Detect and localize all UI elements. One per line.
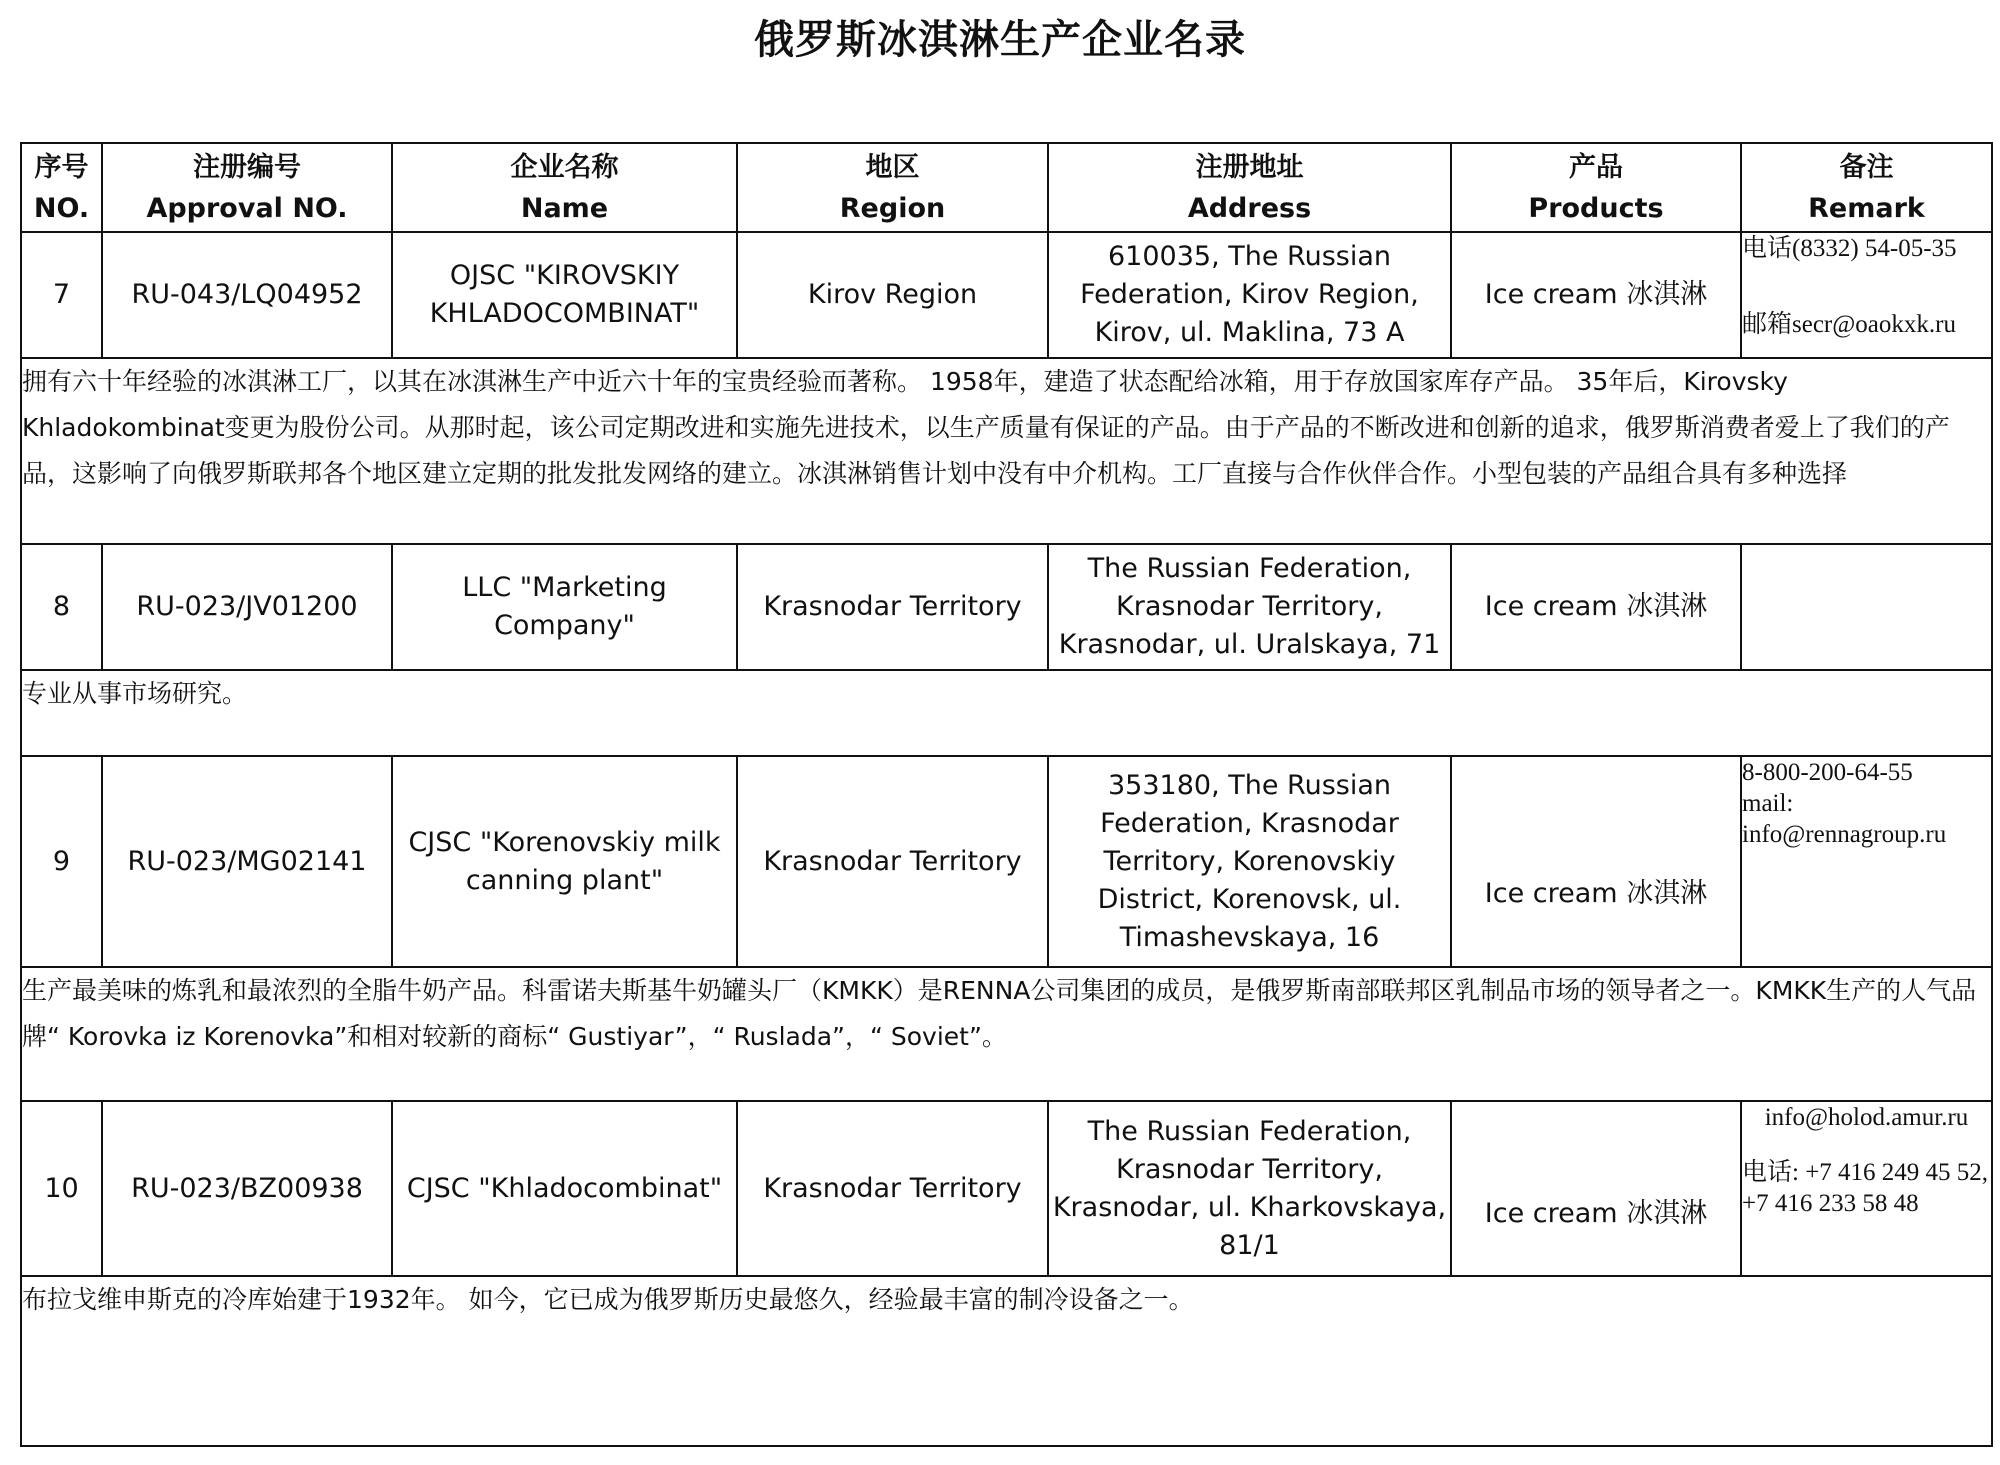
- table-row: [21, 1101, 1992, 1276]
- remark: [1741, 232, 1992, 358]
- header-remark: 备注 Remark: [1741, 143, 1992, 232]
- description-row: [21, 358, 1992, 544]
- region: Krasnodar Territory: [737, 756, 1048, 967]
- description-row: [21, 1276, 1992, 1446]
- remark-phone-2: +7 416 233 58 48: [1742, 1190, 1919, 1217]
- header-approval: 注册编号 Approval NO.: [102, 143, 392, 232]
- region: Krasnodar Territory: [737, 544, 1048, 670]
- address: The Russian Federation, Krasnodar Territory, Krasnodar, ul. Uralskaya, 71: [1048, 544, 1451, 670]
- page-title: 俄罗斯冰淇淋生产企业名录: [754, 17, 1246, 63]
- approval-number: RU-023/MG02141: [102, 756, 392, 967]
- products: Ice cream 冰淇淋: [1451, 232, 1741, 358]
- header-products: 产品 Products: [1451, 143, 1741, 232]
- products: Ice cream 冰淇淋: [1451, 1101, 1741, 1276]
- header-address: 注册地址 Address: [1048, 143, 1451, 232]
- remark: [1741, 756, 1992, 967]
- header-row: [21, 143, 1992, 232]
- header-region: 地区 Region: [737, 143, 1048, 232]
- header-name: 企业名称 Name: [392, 143, 737, 232]
- enterprise-description: 生产最美味的炼乳和最浓烈的全脂牛奶产品。科雷诺夫斯基牛奶罐头厂（KMKK）是RENNA公司集团的成员，是俄罗斯南部联邦区乳制品市场的领导者之一。KMKK生产的人气品牌“ Korovka iz Korenovka”和相对较新的商标“ Gustiyar”，“ Ruslada”，“ Soviet”。: [21, 967, 1992, 1101]
- enterprise-description: 拥有六十年经验的冰淇淋工厂，以其在冰淇淋生产中近六十年的宝贵经验而著称。 1958年，建造了状态配给冰箱，用于存放国家库存产品。 35年后，Kirovsky Khladokombinat变更为股份公司。从那时起，该公司定期改进和实施先进技术，以生产质量有保证的产品。由于产品的不断改进和创新的追求，俄罗斯消费者爱上了我们的产品，这影响了向俄罗斯联邦各个地区建立定期的批发批发网络的建立。冰淇淋销售计划中没有中介机构。工厂直接与合作伙伴合作。小型包装的产品组合具有多种选择: [21, 358, 1992, 544]
- row-no: 10: [21, 1101, 102, 1276]
- enterprise-name: CJSC "Khladocombinat": [392, 1101, 737, 1276]
- row-no: 8: [21, 544, 102, 670]
- enterprise-name: LLC "Marketing Company": [392, 544, 737, 670]
- enterprise-name: OJSC "KIROVSKIY KHLADOCOMBINAT": [392, 232, 737, 358]
- description-row: [21, 967, 1992, 1101]
- address: 353180, The Russian Federation, Krasnodar Territory, Korenovskiy District, Korenovsk, ul. Timashevskaya, 16: [1048, 756, 1451, 967]
- approval-number: RU-023/JV01200: [102, 544, 392, 670]
- products: Ice cream 冰淇淋: [1451, 756, 1741, 967]
- approval-number: RU-023/BZ00938: [102, 1101, 392, 1276]
- remark-phone: 8-800-200-64-55: [1742, 759, 1913, 786]
- remark-email: 邮箱secr@oaokxk.ru: [1742, 311, 1956, 338]
- enterprise-description: 专业从事市场研究。: [21, 670, 1992, 756]
- remark-email: info@rennagroup.ru: [1742, 821, 1947, 848]
- products: Ice cream 冰淇淋: [1451, 544, 1741, 670]
- remark: [1741, 544, 1992, 670]
- approval-number: RU-043/LQ04952: [102, 232, 392, 358]
- table-row: [21, 544, 1992, 670]
- description-row: [21, 670, 1992, 756]
- address: 610035, The Russian Federation, Kirov Region, Kirov, ul. Maklina, 73 A: [1048, 232, 1451, 358]
- header-no: 序号 NO.: [21, 143, 102, 232]
- enterprise-name: CJSC "Korenovskiy milk canning plant": [392, 756, 737, 967]
- table-row: [21, 756, 1992, 967]
- enterprise-description: 布拉戈维申斯克的冷库始建于1932年。 如今，它已成为俄罗斯历史最悠久，经验最丰富的制冷设备之一。: [21, 1276, 1992, 1446]
- region: Kirov Region: [737, 232, 1048, 358]
- row-no: 7: [21, 232, 102, 358]
- remark: [1741, 1101, 1992, 1276]
- remark-phone: 电话(8332) 54-05-35: [1742, 235, 1957, 262]
- remark-email: info@holod.amur.ru: [1764, 1104, 1969, 1131]
- enterprise-directory-table: [20, 142, 1993, 1447]
- row-no: 9: [21, 756, 102, 967]
- region: Krasnodar Territory: [737, 1101, 1048, 1276]
- remark-phone: 电话: +7 416 249 45 52,: [1742, 1159, 1989, 1186]
- address: The Russian Federation, Krasnodar Territory, Krasnodar, ul. Kharkovskaya, 81/1: [1048, 1101, 1451, 1276]
- table-row: [21, 232, 1992, 358]
- remark-mail-label: mail:: [1742, 790, 1794, 817]
